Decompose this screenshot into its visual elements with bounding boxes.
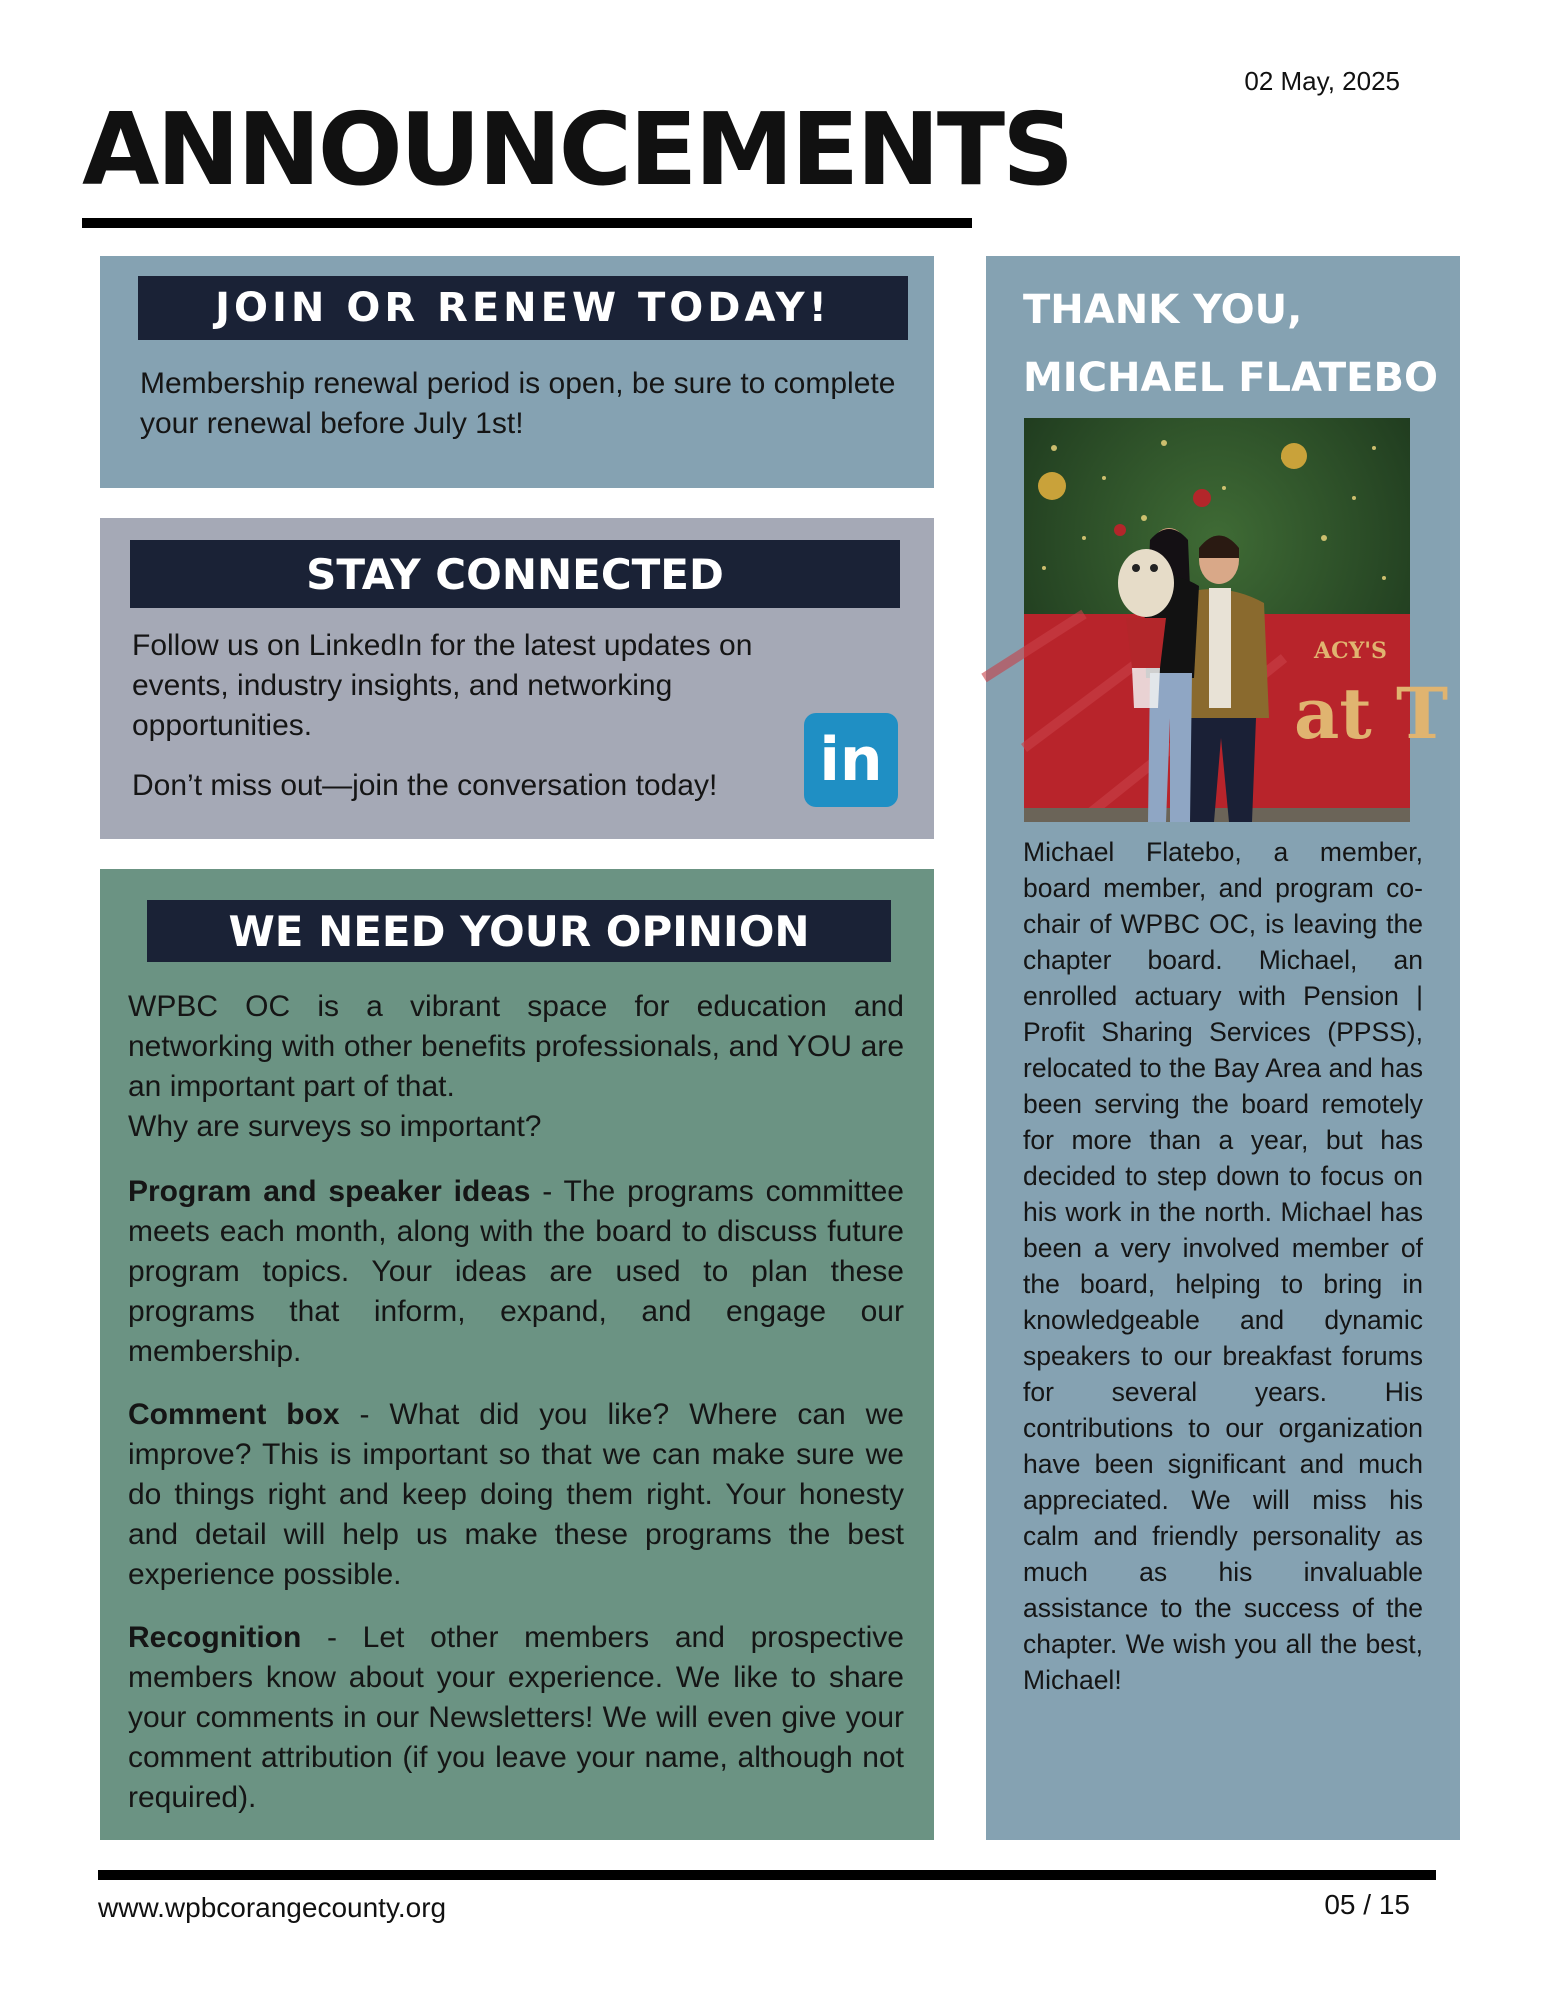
photo-illustration xyxy=(1024,418,1449,822)
opinion-item-text: - The programs committee meets each month, along with the board to discuss future program topics. Your ideas are used to plan these programs that inform, expand, and engage our membership. xyxy=(128,1175,904,1368)
title-underline xyxy=(82,218,972,228)
opinion-question: Why are surveys so important? xyxy=(128,1110,542,1143)
opinion-intro xyxy=(128,987,904,1147)
stay-connected-panel xyxy=(100,518,934,839)
stay-connected-cta: Don’t miss out—join the conversation today! xyxy=(132,769,718,802)
linkedin-icon[interactable]: in xyxy=(804,713,898,807)
opinion-item-text: - What did you like? Where can we improve? This is important so that we can make sure we do things right and keep doing them right. Your honesty and detail will help us make these programs the best experience possible. xyxy=(128,1398,904,1591)
stay-connected-heading: STAY CONNECTED xyxy=(130,540,900,608)
opinion-panel xyxy=(100,869,934,1840)
issue-date: 02 May, 2025 xyxy=(1244,66,1400,96)
opinion-item-lead: Comment box xyxy=(128,1398,340,1431)
join-renew-panel xyxy=(100,256,934,488)
thank-you-heading-line1: THANK YOU, xyxy=(1023,287,1303,333)
page-number: 05 / 15 xyxy=(1324,1889,1410,1920)
svg-text:at T: at T xyxy=(1294,672,1449,755)
opinion-item-text: - Let other members and prospective members know about your experience. We like to share your comments in our Newsletters! We will even give your comment attribution (if you leave your name, although not required). xyxy=(128,1621,904,1814)
opinion-item-lead: Program and speaker ideas xyxy=(128,1175,531,1208)
page-title: ANNOUNCEMENTS xyxy=(82,91,1072,208)
join-renew-heading: JOIN OR RENEW TODAY! xyxy=(138,276,908,340)
opinion-heading: WE NEED YOUR OPINION xyxy=(147,900,891,962)
footer-rule xyxy=(98,1870,1436,1880)
opinion-item xyxy=(128,1395,904,1595)
thank-you-heading-line2: MICHAEL FLATEBO xyxy=(1023,355,1438,401)
svg-text:ACY'S: ACY'S xyxy=(1314,638,1387,664)
thank-you-heading xyxy=(1023,276,1443,412)
opinion-intro-text: WPBC OC is a vibrant space for education and networking with other benefits professionals, and YOU are an important part of that. xyxy=(128,990,904,1103)
opinion-item xyxy=(128,1618,904,1818)
join-renew-text: Membership renewal period is open, be sure to complete your renewal before July 1st! xyxy=(140,367,896,440)
opinion-item-lead: Recognition xyxy=(128,1621,302,1654)
opinion-item xyxy=(128,1172,904,1372)
thank-you-text: Michael Flatebo, a member, board member, and program co-chair of WPBC OC, is leaving the chapter board. Michael, an enrolled actuary with Pension | Profit Sharing Services (PPSS), relocated to the Bay Area and has been serving the board remotely for more than a year, but has decided to step down to focus on his work in the north. Michael has been a very involved member of the board, helping to bring in knowledgeable and dynamic speakers to our breakfast forums for several years. His contributions to our organization have been significant and much appreciated. We will miss his calm and friendly personality as much as his invaluable assistance to the success of the chapter. We wish you all the best, Michael! xyxy=(1023,837,1423,1695)
stay-connected-text: Follow us on LinkedIn for the latest updates on events, industry insights, and networking opportunities. xyxy=(132,629,753,742)
michael-photo xyxy=(1024,418,1449,822)
thank-you-panel xyxy=(986,256,1460,1840)
website-link[interactable]: www.wpbcorangecounty.org xyxy=(98,1892,447,1923)
